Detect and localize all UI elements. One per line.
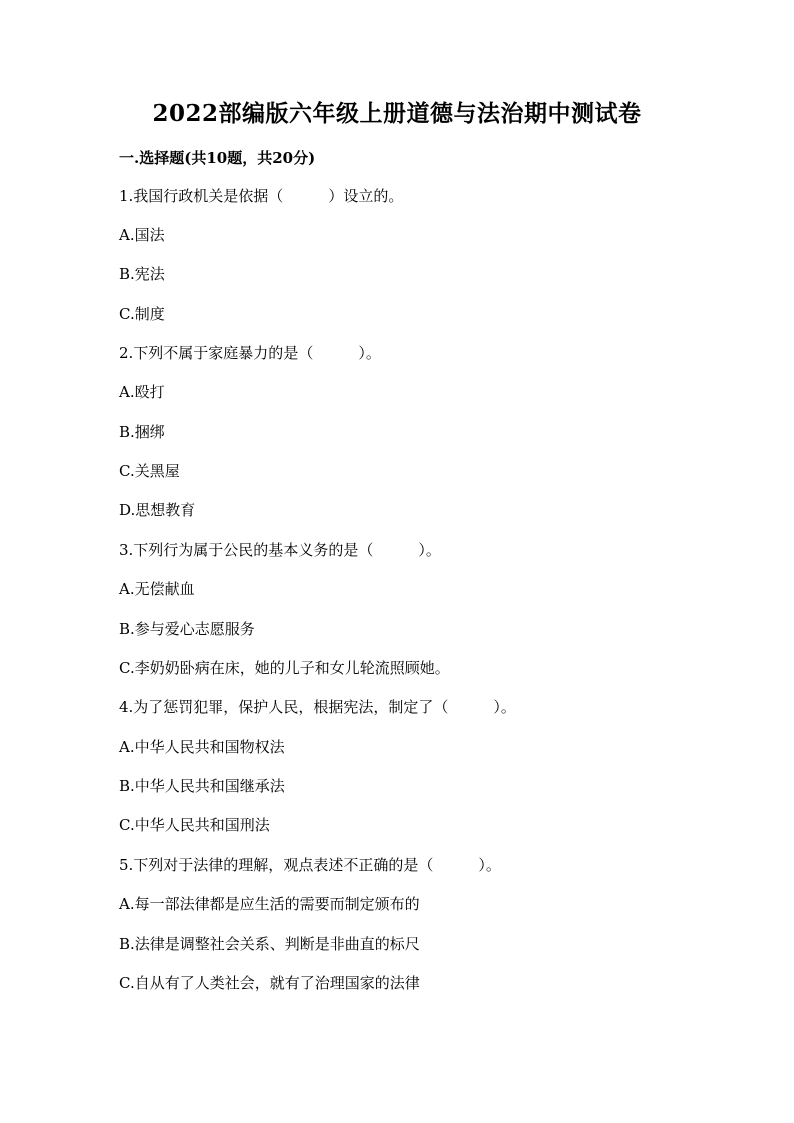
question-2-option-c: C.关黑屋: [119, 462, 180, 480]
question-5-option-b: B.法律是调整社会关系、判断是非曲直的标尺: [119, 935, 420, 953]
question-4-stem: 4.为了惩罚犯罪，保护人民，根据宪法，制定了（ ）。: [119, 698, 516, 716]
question-2-option-d: D.思想教育: [119, 501, 196, 519]
question-2-option-b: B.捆绑: [119, 423, 165, 441]
question-5-option-c: C.自从有了人类社会，就有了治理国家的法律: [119, 974, 420, 992]
question-1-option-c: C.制度: [119, 305, 165, 323]
question-1-option-b: B.宪法: [119, 265, 165, 283]
question-4-option-c: C.中华人民共和国刑法: [119, 816, 270, 834]
question-3-option-b: B.参与爱心志愿服务: [119, 620, 255, 638]
question-4-option-a: A.中华人民共和国物权法: [119, 738, 285, 756]
question-1-option-a: A.国法: [119, 226, 165, 244]
question-5-option-a: A.每一部法律都是应生活的需要而制定颁布的: [119, 895, 420, 913]
section-heading: 一.选择题(共10题，共20分): [119, 149, 316, 167]
question-1-stem: 1.我国行政机关是依据（ ）设立的。: [119, 187, 404, 205]
question-4-option-b: B.中华人民共和国继承法: [119, 777, 285, 795]
question-2-option-a: A.殴打: [119, 383, 165, 401]
question-3-option-a: A.无偿献血: [119, 580, 195, 598]
question-3-stem: 3.下列行为属于公民的基本义务的是（ ）。: [119, 541, 441, 559]
question-2-stem: 2.下列不属于家庭暴力的是（ ）。: [119, 344, 381, 362]
page-title: 2022部编版六年级上册道德与法治期中测试卷: [152, 100, 642, 127]
question-3-option-c: C.李奶奶卧病在床，她的儿子和女儿轮流照顾她。: [119, 659, 450, 677]
question-5-stem: 5.下列对于法律的理解，观点表述不正确的是（ ）。: [119, 856, 501, 874]
